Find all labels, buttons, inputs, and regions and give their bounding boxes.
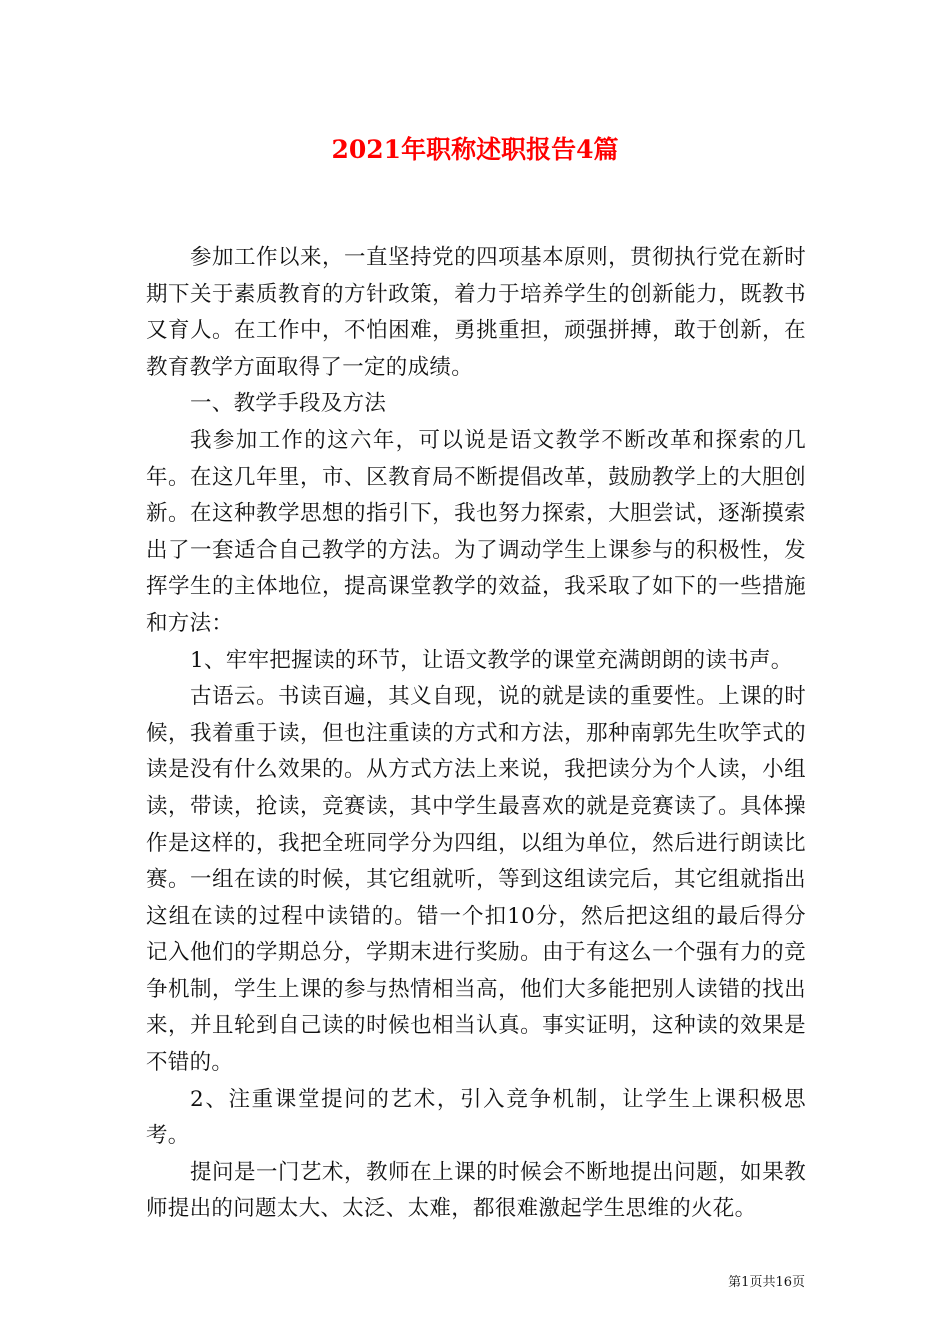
document-title: 2021年职称述职报告4篇: [331, 135, 619, 164]
document-body: [146, 240, 806, 1228]
item-heading-2: 2、注重课堂提问的艺术，引入竞争机制，让学生上课积极思考。: [146, 1086, 806, 1149]
paragraph-reading: 古语云。书读百遍，其义自现，说的就是读的重要性。上课的时候，我着重于读，但也注重读的方式和方法，那种南郭先生吹竽式的读是没有什么效果的。从方式方法上来说，我把读分为个人读，小组读，带读，抢读，竞赛读，其中学生最喜欢的就是竞赛读了。具体操作是这样的，我把全班同学分为四组，以组为单位，然后进行朗读比赛。一组在读的时候，其它组就听，等到这组读完后，其它组就指出这组在读的过程中读错的。错一个扣10分，然后把这组的最后得分记入他们的学期总分，学期末进行奖励。由于有这么一个强有力的竞争机制，学生上课的参与热情相当高，他们大多能把别人读错的找出来，并且轮到自己读的时候也相当认真。事实证明，这种读的效果是不错的。: [146, 684, 806, 1076]
paragraph-questioning: 提问是一门艺术，教师在上课的时候会不断地提出问题，如果教师提出的问题太大、太泛、太难，都很难激起学生思维的火花。: [146, 1159, 806, 1222]
paragraph-intro: 参加工作以来，一直坚持党的四项基本原则，贯彻执行党在新时期下关于素质教育的方针政策，着力于培养学生的创新能力，既教书又育人。在工作中，不怕困难，勇挑重担，顽强拼搏，敢于创新，在教育教学方面取得了一定的成绩。: [146, 245, 806, 380]
item-heading-1: 1、牢牢把握读的环节，让语文教学的课堂充满朗朗的读书声。: [190, 647, 793, 673]
section-heading-1: 一、教学手段及方法: [190, 391, 387, 417]
paragraph-teaching-reform: 我参加工作的这六年，可以说是语文教学不断改革和探索的几年。在这几年里，市、区教育局不断提倡改革，鼓励教学上的大胆创新。在这种教学思想的指引下，我也努力探索，大胆尝试，逐渐摸索出了一套适合自己教学的方法。为了调动学生上课参与的积极性，发挥学生的主体地位，提高课堂教学的效益，我采取了如下的一些措施和方法：: [146, 427, 806, 636]
page-number-footer: 第1页共16页: [728, 1275, 805, 1290]
